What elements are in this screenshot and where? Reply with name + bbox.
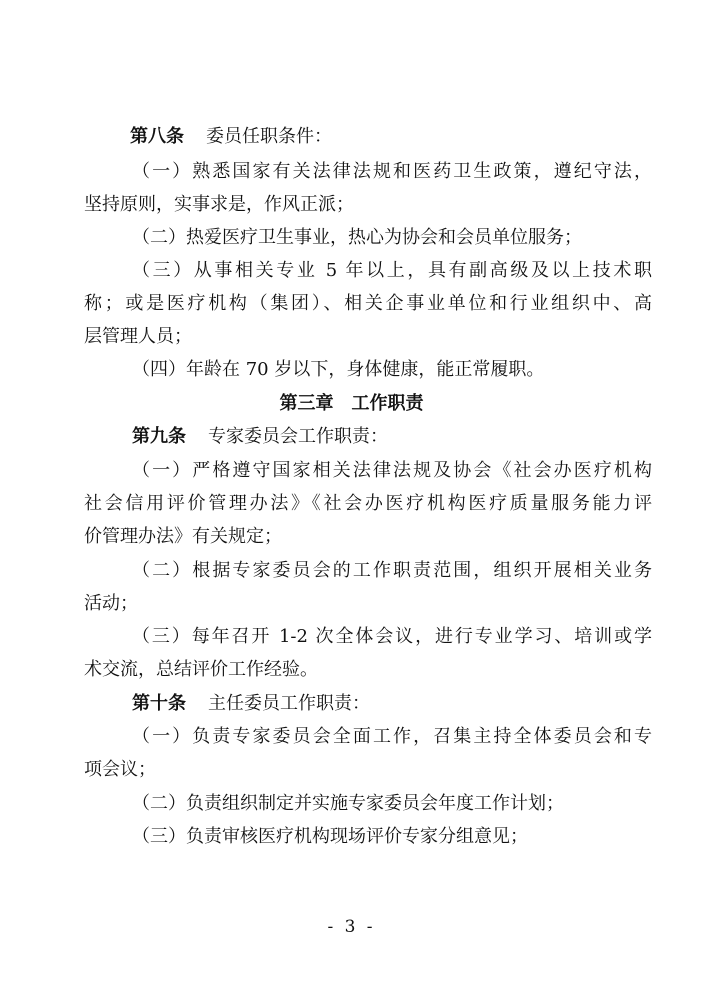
article-10-item-1-line-2: 项会议； [84,759,156,780]
article-8-item-3-line-3: 层管理人员； [84,326,192,347]
article-8-item-2-line-1: （二）热爱医疗卫生事业，热心为协会和会员单位服务； [132,227,582,248]
article-8-item-4-line-1: （四）年龄在 70 岁以下，身体健康，能正常履职。 [132,359,545,380]
article-9-heading [0,425,703,449]
article-9-item-1-line-1: （一）严格遵守国家相关法律法规及协会《社会办医疗机构 [132,460,652,481]
article-9-item-3-line-1: （三）每年召开 1-2 次全体会议，进行专业学习、培训或学 [132,626,652,647]
article-8-item-1-line-2: 坚持原则，实事求是，作风正派； [84,194,354,215]
article-9-item-3-line-2: 术交流，总结评价工作经验。 [84,659,318,680]
article-9-item-2-line-1: （二）根据专家委员会的工作职责范围，组织开展相关业务 [132,560,652,581]
article-9-label: 第九条 [132,426,186,447]
article-9-title: 专家委员会工作职责： [208,426,388,447]
article-10-item-3-line-1: （三）负责审核医疗机构现场评价专家分组意见； [132,826,528,847]
article-8-item-3-line-1: （三）从事相关专业 5 年以上，具有副高级及以上技术职 [132,260,652,281]
article-8-item-1-line-1: （一）熟悉国家有关法律法规和医药卫生政策，遵纪守法， [132,161,652,182]
chapter-3-number: 第三章 [279,393,334,414]
article-9-item-2-line-2: 活动； [84,593,138,614]
article-8-title: 委员任职条件： [206,126,332,147]
chapter-3-title: 工作职责 [351,393,424,414]
article-8-label: 第八条 [130,126,184,147]
article-8-heading [0,125,703,149]
article-10-item-1-line-1: （一）负责专家委员会全面工作，召集主持全体委员会和专 [132,726,652,747]
article-8-item-3-line-2: 称；或是医疗机构（集团）、相关企事业单位和行业组织中、高 [84,293,652,314]
chapter-3-heading [0,392,703,416]
article-10-heading [0,692,703,716]
article-10-title: 主任委员工作职责： [208,693,370,714]
page-number: - 3 - [327,917,376,937]
article-10-item-2-line-1: （二）负责组织制定并实施专家委员会年度工作计划； [132,793,564,814]
article-10-label: 第十条 [132,693,186,714]
article-9-item-1-line-3: 价管理办法》有关规定； [84,526,282,547]
article-9-item-1-line-2: 社会信用评价管理办法》《社会办医疗机构医疗质量服务能力评 [84,493,652,514]
